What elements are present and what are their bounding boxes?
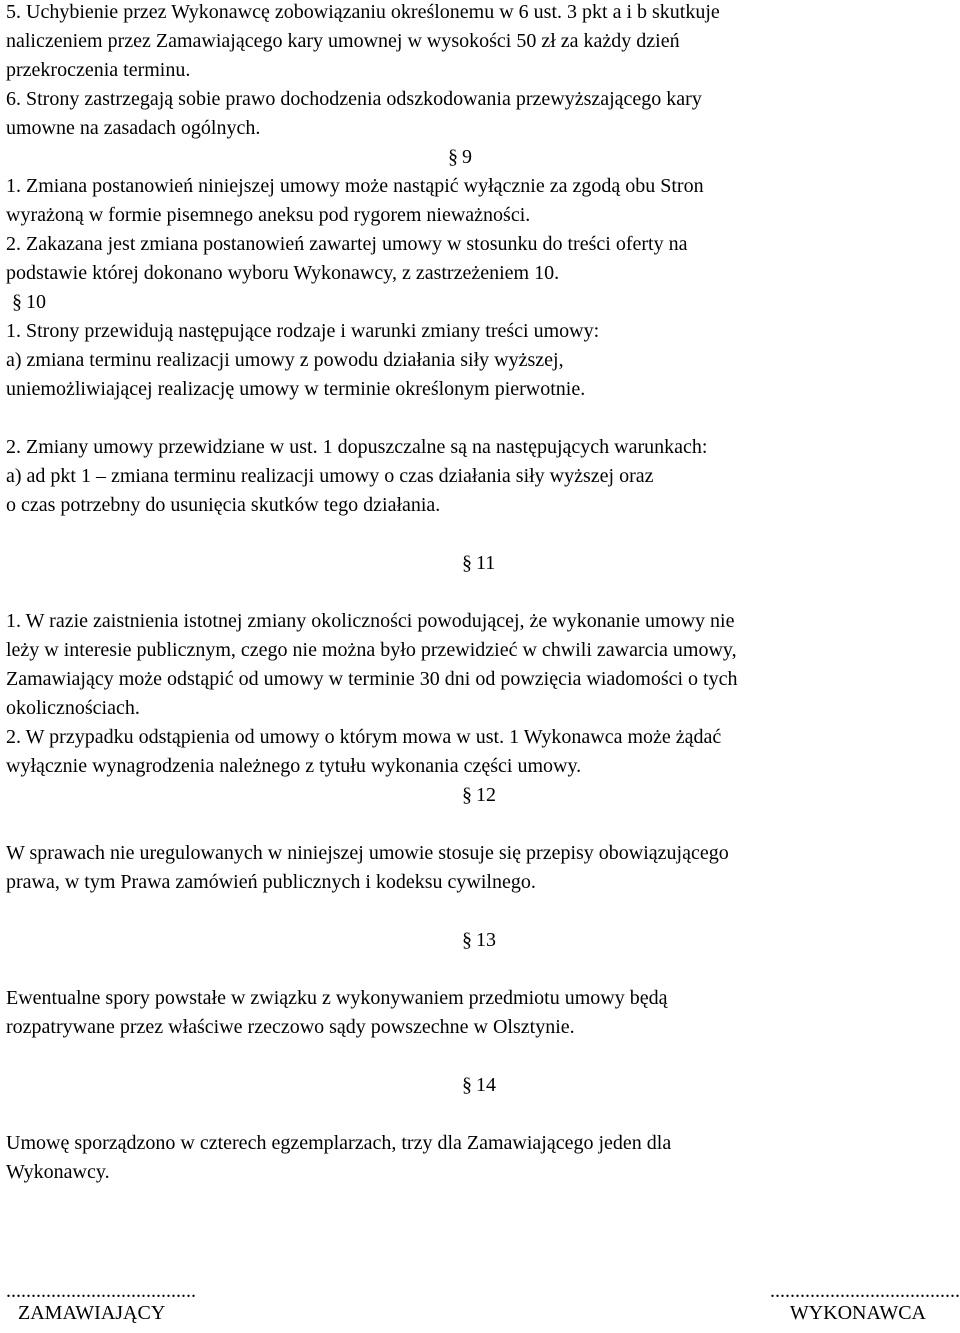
blank-line	[6, 1100, 954, 1129]
text-line: naliczeniem przez Zamawiającego kary umownej w wysokości 50 zł za każdy dzień	[6, 30, 680, 52]
blank-line	[6, 1042, 954, 1071]
text-line: umowne na zasadach ogólnych.	[6, 117, 261, 139]
section-number: 14	[476, 1074, 496, 1096]
text-line: Zamawiający może odstąpić od umowy w terminie 30 dni od powzięcia wiadomości o tych	[6, 668, 738, 690]
text-line: uniemożliwiającej realizację umowy w terminie określonym pierwotnie.	[6, 378, 586, 400]
text-line: Umowę sporządzono w czterech egzemplarzach, trzy dla Zamawiającego jeden dla	[6, 1132, 672, 1154]
text-line: o czas potrzebny do usunięcia skutków tego działania.	[6, 494, 441, 516]
section-heading	[6, 1071, 954, 1100]
text-line: W sprawach nie uregulowanych w niniejszej umowie stosuje się przepisy obowiązującego	[6, 842, 729, 864]
signature-zamawiajacy	[6, 1281, 276, 1325]
section-symbol: §	[12, 291, 22, 313]
signature-line: ......................................	[6, 1281, 196, 1301]
section-heading	[6, 143, 954, 172]
text-line: Ewentualne spory powstałe w związku z wykonywaniem przedmiotu umowy będą	[6, 987, 668, 1009]
section-symbol: §	[462, 1074, 472, 1096]
text-line: 2. Zakazana jest zmiana postanowień zawartej umowy w stosunku do treści oferty na	[6, 233, 688, 255]
signature-role: WYKONAWCA	[789, 1302, 926, 1324]
text-line: 2. Zmiany umowy przewidziane w ust. 1 dopuszczalne są na następujących warunkach:	[6, 436, 708, 458]
document-page	[6, 0, 954, 1187]
blank-line	[6, 955, 954, 984]
blank-line	[6, 520, 954, 549]
blank-line	[6, 404, 954, 433]
text-line: 1. Zmiana postanowień niniejszej umowy może nastąpić wyłącznie za zgodą obu Stron	[6, 175, 704, 197]
text-line: prawa, w tym Prawa zamówień publicznych i kodeksu cywilnego.	[6, 871, 536, 893]
text-line: podstawie której dokonano wyboru Wykonawcy, z zastrzeżeniem 10.	[6, 262, 560, 284]
signature-role: ZAMAWIAJĄCY	[18, 1302, 166, 1324]
signature-row	[6, 1281, 960, 1333]
signature-wykonawca	[690, 1281, 960, 1325]
section-number: 11	[476, 552, 496, 574]
text-line: okolicznościach.	[6, 697, 140, 719]
text-line: 2. W przypadku odstąpienia od umowy o którym mowa w ust. 1 Wykonawca może żądać	[6, 726, 722, 748]
blank-line	[6, 810, 954, 839]
section-heading	[6, 781, 954, 810]
section-number: 12	[476, 784, 496, 806]
text-line: przekroczenia terminu.	[6, 59, 191, 81]
section-number: 9	[462, 146, 472, 168]
text-line: 6. Strony zastrzegają sobie prawo dochodzenia odszkodowania przewyższającego kary	[6, 88, 702, 110]
text-line: 1. Strony przewidują następujące rodzaje i warunki zmiany treści umowy:	[6, 320, 600, 342]
text-line: a) zmiana terminu realizacji umowy z powodu działania siły wyższej,	[6, 349, 564, 371]
text-line: wyłącznie wynagrodzenia należnego z tytułu wykonania części umowy.	[6, 755, 582, 777]
blank-line	[6, 578, 954, 607]
section-symbol: §	[462, 552, 472, 574]
section-heading	[6, 549, 954, 578]
section-number: 13	[476, 929, 496, 951]
section-symbol: §	[462, 929, 472, 951]
text-line: rozpatrywane przez właściwe rzeczowo sądy powszechne w Olsztynie.	[6, 1016, 575, 1038]
text-line: 5. Uchybienie przez Wykonawcę zobowiązaniu określonemu w 6 ust. 3 pkt a i b skutkuje	[6, 1, 720, 23]
section-symbol: §	[448, 146, 458, 168]
section-heading	[6, 288, 954, 317]
section-heading	[6, 926, 954, 955]
text-line: Wykonawcy.	[6, 1161, 110, 1183]
section-symbol: §	[462, 784, 472, 806]
text-line: leży w interesie publicznym, czego nie można było przewidzieć w chwili zawarcia umowy,	[6, 639, 737, 661]
section-number: 10	[26, 291, 46, 313]
blank-line	[6, 897, 954, 926]
text-line: 1. W razie zaistnienia istotnej zmiany okoliczności powodującej, że wykonanie umowy nie	[6, 610, 735, 632]
text-line: a) ad pkt 1 – zmiana terminu realizacji umowy o czas działania siły wyższej oraz	[6, 465, 654, 487]
signature-line: ......................................	[770, 1281, 960, 1301]
text-line: wyrażoną w formie pisemnego aneksu pod rygorem nieważności.	[6, 204, 531, 226]
